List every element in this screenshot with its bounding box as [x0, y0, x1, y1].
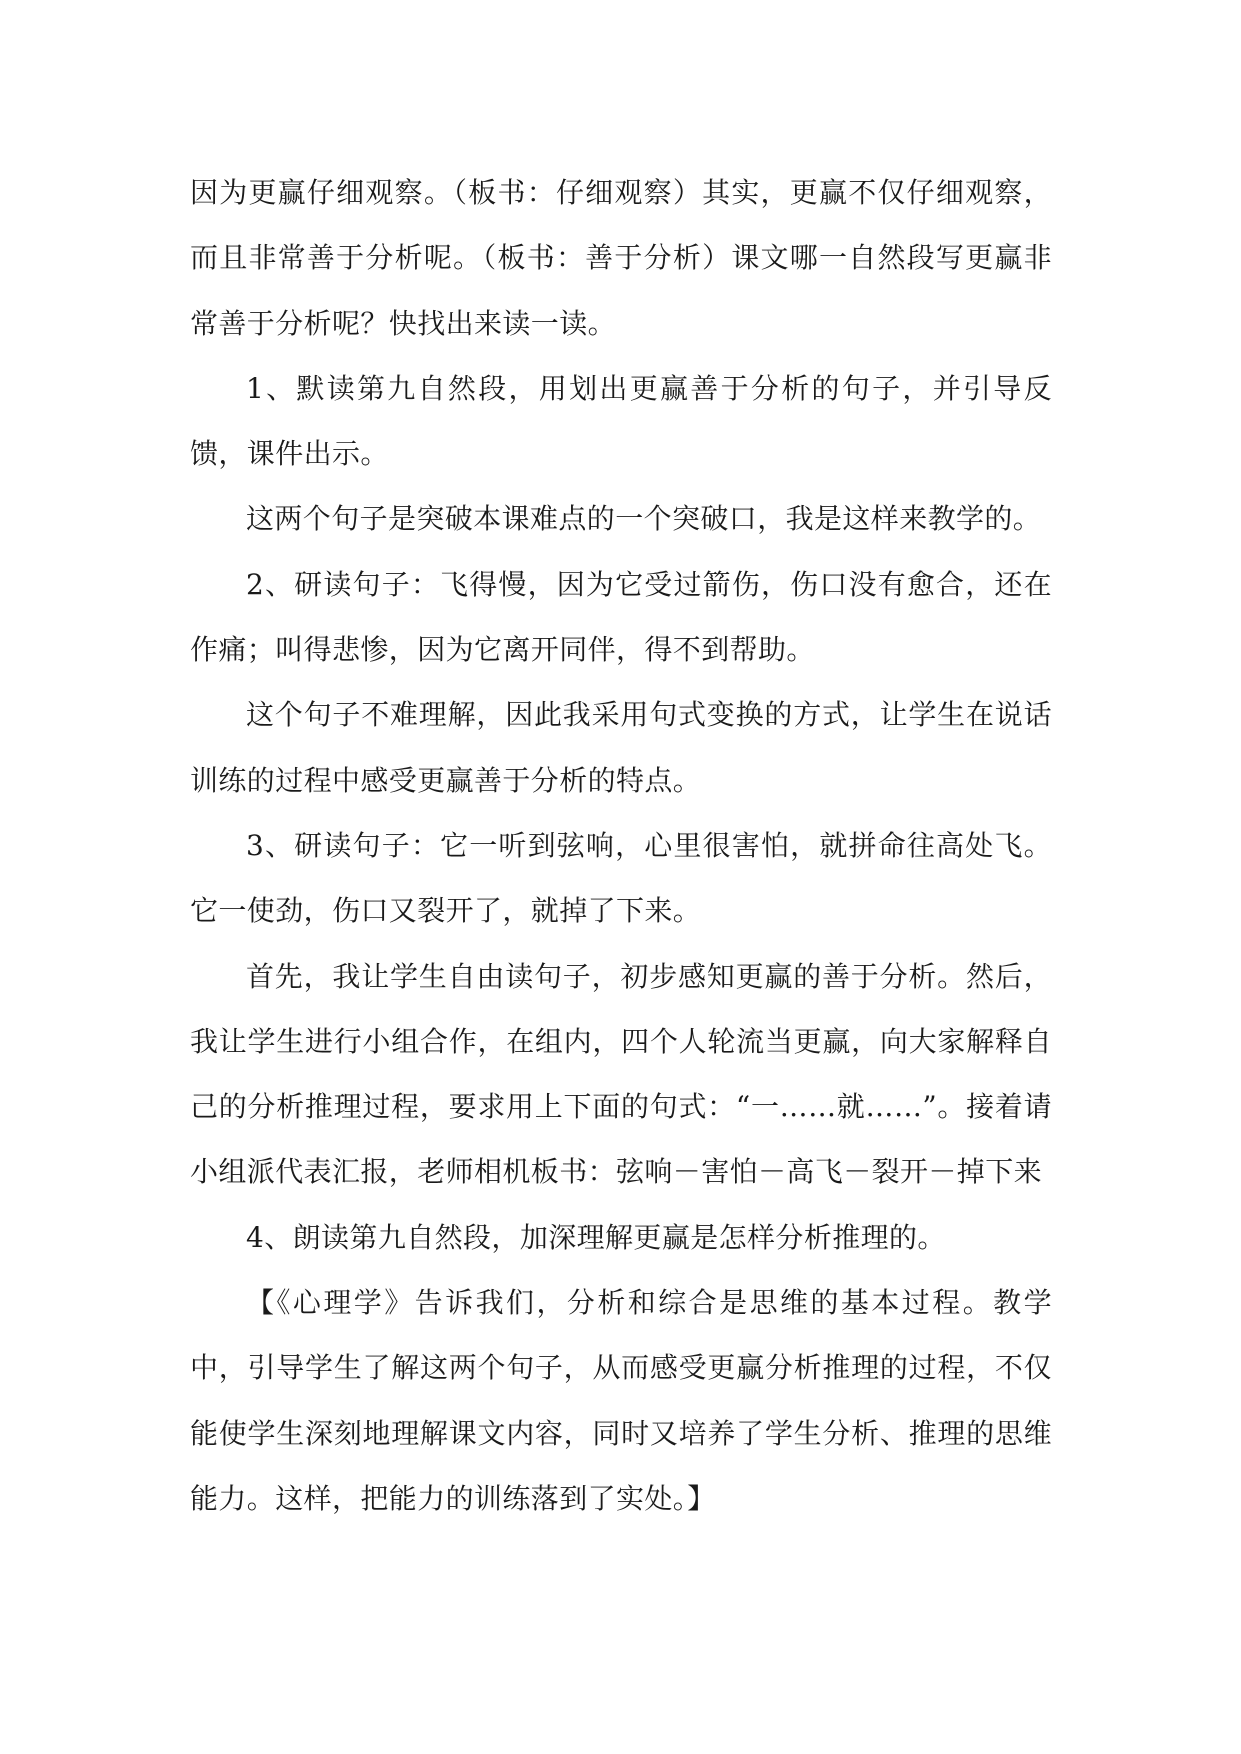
paragraph-breakthrough: 这两个句子是突破本课难点的一个突破口，我是这样来教学的。	[246, 502, 1042, 536]
paragraph-step-3: 3、研读句子：它一听到弦响，心里很害怕，就拼命往高处飞。它一使劲，伤口又裂开了，就掉了下来。	[190, 828, 1052, 928]
paragraph-group-work: 首先，我让学生自由读句子，初步感知更赢的善于分析。然后，我让学生进行小组合作，在组内，四个人轮流当更赢，向大家解释自己的分析推理过程，要求用上下面的句式：“一……就……”。接着请小组派代表汇报，老师相机板书：弦响－害怕－高飞－裂开－掉下来	[190, 959, 1052, 1189]
paragraph-step-1: 1、默读第九自然段，用划出更赢善于分析的句子，并引导反馈，课件出示。	[190, 371, 1052, 471]
paragraph-sentence-transform: 这个句子不难理解，因此我采用句式变换的方式，让学生在说话训练的过程中感受更赢善于分析的特点。	[190, 698, 1052, 797]
paragraph-step-2: 2、研读句子：飞得慢，因为它受过箭伤，伤口没有愈合，还在作痛；叫得悲惨，因为它离开同伴，得不到帮助。	[190, 567, 1052, 667]
document-body	[190, 160, 1052, 1531]
paragraph-intro: 因为更赢仔细观察。（板书：仔细观察）其实，更赢不仅仔细观察，而且非常善于分析呢。（板书：善于分析）课文哪一自然段写更赢非常善于分析呢？快找出来读一读。	[190, 176, 1052, 340]
paragraph-step-4: 4、朗读第九自然段，加深理解更赢是怎样分析推理的。	[246, 1220, 946, 1254]
paragraph-psychology-note: 【《心理学》告诉我们，分析和综合是思维的基本过程。教学中，引导学生了解这两个句子，从而感受更赢分析推理的过程，不仅能使学生深刻地理解课文内容，同时又培养了学生分析、推理的思维能力。这样，把能力的训练落到了实处。】	[190, 1286, 1052, 1515]
